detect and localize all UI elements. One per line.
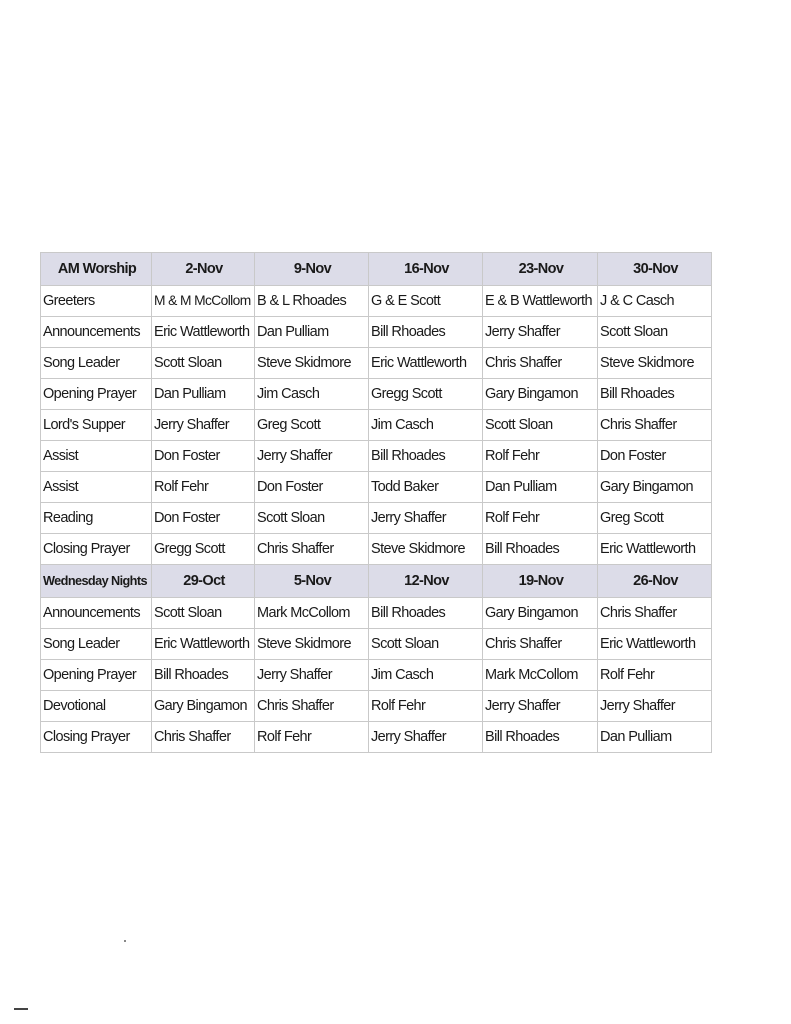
role-label: Devotional [41,691,152,722]
section-header-row [41,253,712,286]
assignee-cell: Eric Wattleworth [598,534,712,565]
scan-artifact [124,940,126,942]
assignee-cell: Eric Wattleworth [152,629,255,660]
schedule-row [41,598,712,629]
assignee-cell: Mark McCollom [483,660,598,691]
assignee-cell: Don Foster [598,441,712,472]
assignee-cell: B & L Rhoades [255,286,369,317]
assignee-cell: Gregg Scott [369,379,483,410]
date-header: 23-Nov [483,253,598,286]
assignee-cell: Rolf Fehr [483,441,598,472]
assignee-cell: Eric Wattleworth [152,317,255,348]
assignee-cell: Scott Sloan [255,503,369,534]
role-label: Opening Prayer [41,379,152,410]
assignee-cell: Bill Rhoades [369,598,483,629]
date-header: 5-Nov [255,565,369,598]
assignee-cell: Rolf Fehr [598,660,712,691]
assignee-cell: Don Foster [255,472,369,503]
assignee-cell: Scott Sloan [369,629,483,660]
assignee-cell: Gary Bingamon [598,472,712,503]
assignee-cell: Jerry Shaffer [369,503,483,534]
assignee-cell: Rolf Fehr [483,503,598,534]
role-label: Opening Prayer [41,660,152,691]
schedule-row [41,691,712,722]
date-header: 9-Nov [255,253,369,286]
assignee-cell: Jerry Shaffer [255,660,369,691]
assignee-cell: Scott Sloan [483,410,598,441]
service-schedule-table [40,252,712,753]
assignee-cell: Rolf Fehr [255,722,369,753]
assignee-cell: Don Foster [152,441,255,472]
role-label: Closing Prayer [41,534,152,565]
date-header: 19-Nov [483,565,598,598]
date-header: 30-Nov [598,253,712,286]
assignee-cell: Jim Casch [369,660,483,691]
assignee-cell: Greg Scott [598,503,712,534]
assignee-cell: Gary Bingamon [152,691,255,722]
schedule-row [41,722,712,753]
role-label: Song Leader [41,629,152,660]
assignee-cell: Gregg Scott [152,534,255,565]
schedule-row [41,660,712,691]
assignee-cell: Eric Wattleworth [369,348,483,379]
wednesday-nights-section [41,565,712,753]
assignee-cell: Bill Rhoades [483,722,598,753]
assignee-cell: Todd Baker [369,472,483,503]
assignee-cell: M & M McCollom [152,286,255,317]
schedule-row [41,534,712,565]
role-label: Assist [41,441,152,472]
role-label: Assist [41,472,152,503]
role-label: Greeters [41,286,152,317]
date-header: 29-Oct [152,565,255,598]
assignee-cell: Dan Pulliam [152,379,255,410]
assignee-cell: Gary Bingamon [483,379,598,410]
date-header: 16-Nov [369,253,483,286]
assignee-cell: J & C Casch [598,286,712,317]
assignee-cell: Greg Scott [255,410,369,441]
am-worship-section [41,253,712,565]
assignee-cell: Chris Shaffer [598,410,712,441]
date-header: 2-Nov [152,253,255,286]
schedule-row [41,348,712,379]
assignee-cell: Jerry Shaffer [483,317,598,348]
assignee-cell: Bill Rhoades [369,441,483,472]
assignee-cell: Scott Sloan [598,317,712,348]
assignee-cell: Bill Rhoades [369,317,483,348]
assignee-cell: Dan Pulliam [598,722,712,753]
schedule-row [41,472,712,503]
assignee-cell: Jerry Shaffer [152,410,255,441]
assignee-cell: Dan Pulliam [255,317,369,348]
assignee-cell: Jim Casch [369,410,483,441]
assignee-cell: G & E Scott [369,286,483,317]
assignee-cell: Jerry Shaffer [255,441,369,472]
assignee-cell: Rolf Fehr [369,691,483,722]
assignee-cell: Jim Casch [255,379,369,410]
schedule-row [41,503,712,534]
assignee-cell: Jerry Shaffer [369,722,483,753]
role-label: Closing Prayer [41,722,152,753]
assignee-cell: Chris Shaffer [152,722,255,753]
assignee-cell: Steve Skidmore [369,534,483,565]
assignee-cell: Chris Shaffer [483,629,598,660]
assignee-cell: Chris Shaffer [255,691,369,722]
assignee-cell: Bill Rhoades [598,379,712,410]
role-label: Reading [41,503,152,534]
assignee-cell: Steve Skidmore [255,348,369,379]
assignee-cell: Chris Shaffer [598,598,712,629]
schedule-row [41,410,712,441]
assignee-cell: E & B Wattleworth [483,286,598,317]
assignee-cell: Steve Skidmore [598,348,712,379]
assignee-cell: Scott Sloan [152,348,255,379]
date-header: 12-Nov [369,565,483,598]
assignee-cell: Eric Wattleworth [598,629,712,660]
schedule-row [41,441,712,472]
schedule-row [41,629,712,660]
assignee-cell: Jerry Shaffer [483,691,598,722]
assignee-cell: Don Foster [152,503,255,534]
role-label: Announcements [41,317,152,348]
schedule-row [41,379,712,410]
assignee-cell: Jerry Shaffer [598,691,712,722]
assignee-cell: Steve Skidmore [255,629,369,660]
schedule-row [41,317,712,348]
assignee-cell: Chris Shaffer [255,534,369,565]
assignee-cell: Rolf Fehr [152,472,255,503]
section-label: AM Worship [41,253,152,286]
schedule-row [41,286,712,317]
assignee-cell: Bill Rhoades [152,660,255,691]
assignee-cell: Mark McCollom [255,598,369,629]
section-header-row [41,565,712,598]
role-label: Song Leader [41,348,152,379]
section-label: Wednesday Nights [41,565,152,598]
assignee-cell: Scott Sloan [152,598,255,629]
assignee-cell: Bill Rhoades [483,534,598,565]
assignee-cell: Chris Shaffer [483,348,598,379]
assignee-cell: Dan Pulliam [483,472,598,503]
role-label: Announcements [41,598,152,629]
assignee-cell: Gary Bingamon [483,598,598,629]
scan-artifact [14,1008,28,1010]
date-header: 26-Nov [598,565,712,598]
role-label: Lord's Supper [41,410,152,441]
